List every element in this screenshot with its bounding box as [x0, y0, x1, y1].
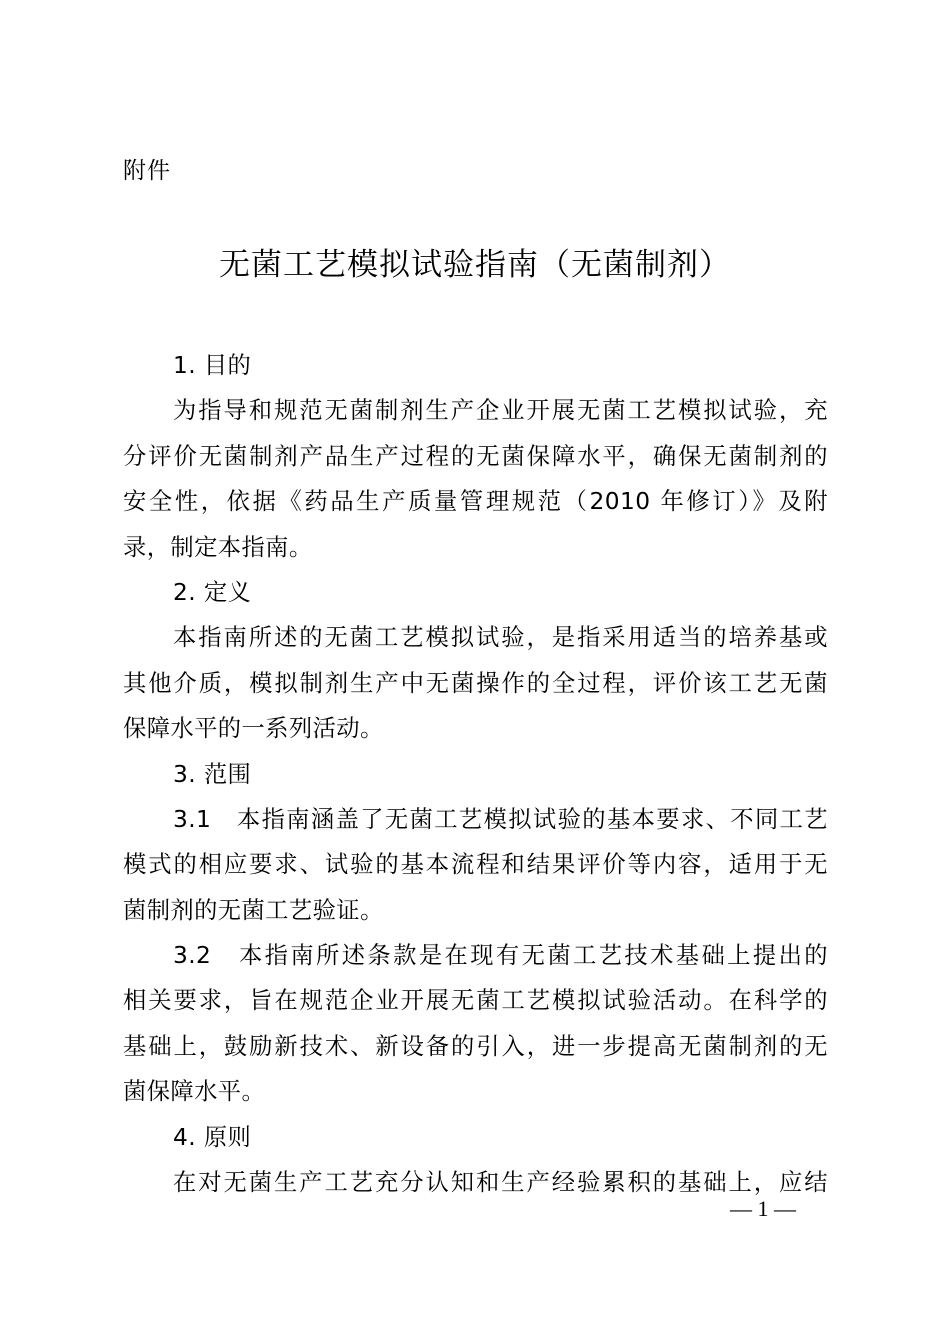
document-body [123, 343, 828, 1205]
paragraph-line: 模式的相应要求、试验的基本流程和结果评价等内容，适用于无 [123, 851, 828, 879]
document-title: 无菌工艺模拟试验指南（无菌制剂） [219, 247, 731, 283]
paragraph-line: 3.1 本指南涵盖了无菌工艺模拟试验的基本要求、不同工艺 [173, 805, 828, 833]
section-heading-scope: 3. 范围 [173, 760, 252, 788]
paragraph-line: 为指导和规范无菌制剂生产企业开展无菌工艺模拟试验，充 [173, 397, 828, 425]
paragraph-line: 分评价无菌制剂产品生产过程的无菌保障水平，确保无菌制剂的 [123, 442, 828, 470]
paragraph-line: 保障水平的一系列活动。 [123, 715, 384, 743]
paragraph-line: 3.2 本指南所述条款是在现有无菌工艺技术基础上提出的 [173, 942, 828, 970]
paragraph-line: 录，制定本指南。 [123, 533, 313, 561]
paragraph-line: 菌保障水平。 [123, 1078, 266, 1106]
paragraph-line: 基础上，鼓励新技术、新设备的引入，进一步提高无菌制剂的无 [123, 1032, 828, 1060]
section-heading-purpose: 1. 目的 [173, 352, 252, 379]
paragraph-line: 菌制剂的无菌工艺验证。 [123, 896, 384, 924]
paragraph-line: 其他介质，模拟制剂生产中无菌操作的全过程，评价该工艺无菌 [123, 669, 828, 697]
paragraph-line: 安全性，依据《药品生产质量管理规范（2010 年修订）》及附 [123, 488, 828, 516]
attachment-label: 附件 [123, 158, 171, 184]
section-heading-principle: 4. 原则 [173, 1123, 252, 1151]
paragraph-line: 本指南所述的无菌工艺模拟试验，是指采用适当的培养基或 [173, 624, 828, 652]
section-heading-definition: 2. 定义 [173, 578, 252, 606]
paragraph-line: 在对无菌生产工艺充分认知和生产经验累积的基础上，应结 [173, 1169, 828, 1197]
paragraph-line: 相关要求，旨在规范企业开展无菌工艺模拟试验活动。在科学的 [123, 987, 828, 1015]
page-number: — 1 — [730, 1196, 796, 1221]
